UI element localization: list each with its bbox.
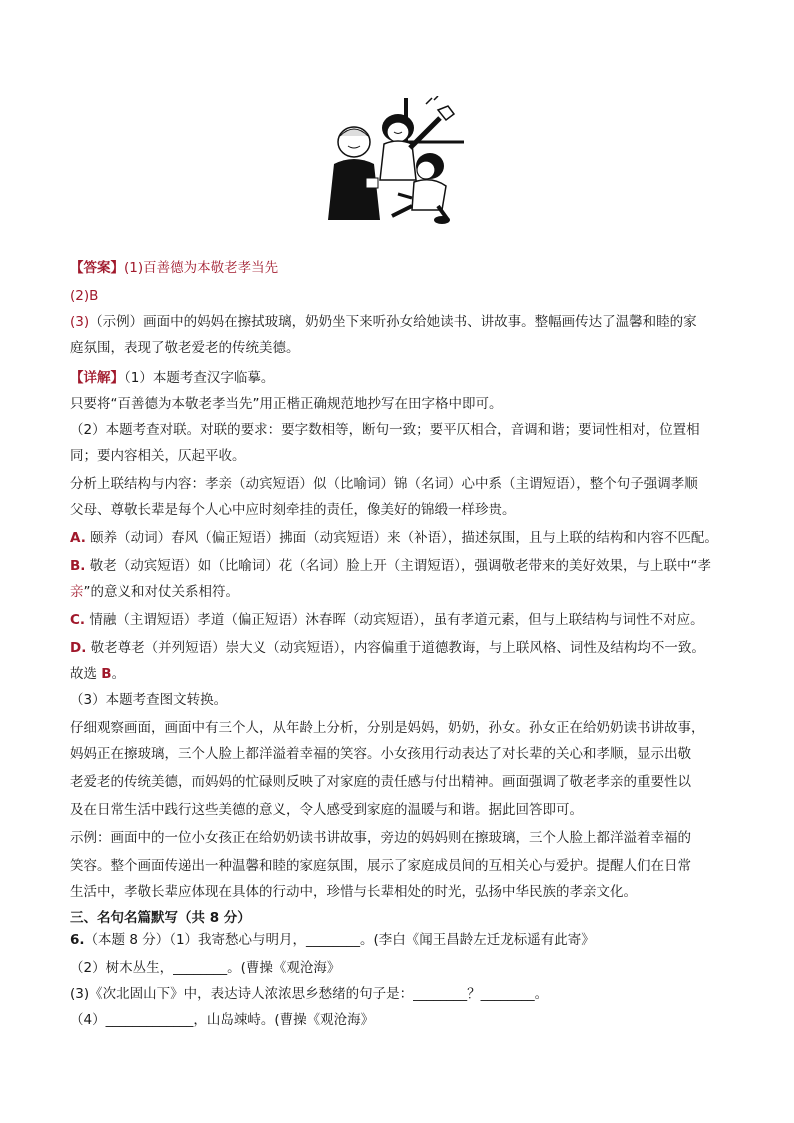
detail-part-3: （3）本题考查图文转换。 [70, 692, 228, 708]
option-a-text: 颐养（动词）春风（偏正短语）拂面（动宾短语）来（补语），描述氛围，且与上联的结构和内容不匹配。 [85, 530, 718, 546]
option-b-tag: B. [70, 558, 86, 574]
detail-line-4: 同；要内容相关，仄起平收。 [70, 448, 246, 464]
option-d-text: 敬老尊老（并列短语）崇大义（动宾短语），内容偏重于道德教诲，与上联风格、词性及结构均不一致。 [86, 640, 705, 656]
detail-line-2: 只要将“百善德为本敬老孝当先”用正楷正确规范地抄写在田字格中即可。 [70, 396, 503, 412]
question-6-line-3: (3)《次北固山下》中，表达诗人浓浓思乡愁绪的句子是：________？________。 [70, 986, 549, 1002]
choose-value: B [101, 666, 112, 682]
question-6-line-4: （4）_____________，山岛竦峙。(曹操《观沧海》 [70, 1012, 375, 1028]
answer-3-text: （示例）画面中的妈妈在擦拭玻璃，奶奶坐下来听孙女给她读书、讲故事。整幅画传达了温馨和睦的家 [89, 314, 697, 330]
option-d [70, 638, 730, 658]
option-c-text: 情融（主谓短语）孝道（偏正短语）沐春晖（动宾短语），虽有孝道元素，但与上联结构与词性不对应。 [85, 612, 704, 628]
option-b-line-1 [70, 556, 730, 576]
answer-3-line-2: 庭氛围，表现了敬老爱老的传统美德。 [70, 340, 300, 356]
option-b-red-char: 亲 [70, 584, 84, 600]
option-b-line-2 [70, 582, 730, 602]
option-b-text: 敬老（动宾短语）如（比喻词）花（名词）脸上开（主谓短语），强调敬老带来的美好效果，与上联中“孝 [85, 558, 711, 574]
family-illustration-icon [326, 96, 466, 224]
example-line-1: 示例：画面中的一位小女孩正在给奶奶读书讲故事，旁边的妈妈则在擦玻璃，三个人脸上都洋溢着幸福的 [70, 830, 691, 846]
option-d-tag: D. [70, 640, 87, 656]
choose-line [70, 664, 730, 684]
option-c-tag: C. [70, 612, 86, 628]
question-6-line-2: （2）树木丛生，________。(曹操《观沧海》 [70, 960, 341, 976]
analysis-line-4: 及在日常生活中践行这些美德的意义，令人感受到家庭的温暖与和谐。据此回答即可。 [70, 802, 583, 818]
answer-2: (2)B [70, 288, 99, 304]
answer-label: 【答案】 [70, 260, 124, 276]
answer-1: (1)百善德为本敬老孝当先 [124, 260, 279, 276]
analysis-line-3: 老爱老的传统美德，而妈妈的忙碌则反映了对家庭的责任感与付出精神。画面强调了敬老孝亲的重要性以 [70, 774, 691, 790]
option-a [70, 528, 730, 548]
answer-3-prefix: (3) [70, 314, 90, 330]
detail-line-5: 分析上联结构与内容：孝亲（动宾短语）似（比喻词）锦（名词）心中系（主谓短语），整个句子强调孝顺 [70, 476, 698, 492]
example-line-2: 笑容。整个画面传递出一种温馨和睦的家庭氛围，展示了家庭成员间的互相关心与爱护。提醒人们在日常 [70, 858, 691, 874]
analysis-line-1: 仔细观察画面，画面中有三个人，从年龄上分析，分别是妈妈，奶奶，孙女。孙女正在给奶奶读书讲故事， [70, 720, 705, 736]
detail-text-1: （1）本题考查汉字临摹。 [124, 370, 275, 386]
answer-line-1 [70, 258, 730, 278]
detail-line-3: （2）本题考查对联。对联的要求：要字数相等，断句一致；要平仄相合，音调和谐；要词性相对，位置相 [70, 422, 700, 438]
question-6-number: 6. [70, 932, 85, 948]
example-line-3: 生活中，孝敬长辈应体现在具体的行动中，珍惜与长辈相处的时光，弘扬中华民族的孝亲文化。 [70, 884, 637, 900]
detail-line-6: 父母、尊敬长辈是每个人心中应时刻牵挂的责任，像美好的锦缎一样珍贵。 [70, 502, 516, 518]
answer-3-line-1 [70, 312, 730, 332]
analysis-line-2: 妈妈正在擦玻璃，三个人脸上都洋溢着幸福的笑容。小女孩用行动表达了对长辈的关心和孝顺，显示出敬 [70, 746, 691, 762]
question-6-text-1: （本题 8 分）（1）我寄愁心与明月，________。(李白《闻王昌龄左迁龙标遥有此寄》 [84, 932, 595, 948]
detail-line-1 [70, 368, 730, 388]
choose-suffix: 。 [111, 666, 126, 682]
section-3-title: 三、名句名篇默写（共 8 分） [70, 910, 251, 926]
choose-prefix: 故选 [70, 666, 102, 682]
option-c [70, 610, 730, 630]
option-b-text-2: ”的意义和对仗关系相符。 [83, 584, 239, 600]
detail-label: 【详解】 [70, 370, 124, 386]
option-a-tag: A. [70, 530, 86, 546]
question-6-line-1 [70, 930, 730, 950]
